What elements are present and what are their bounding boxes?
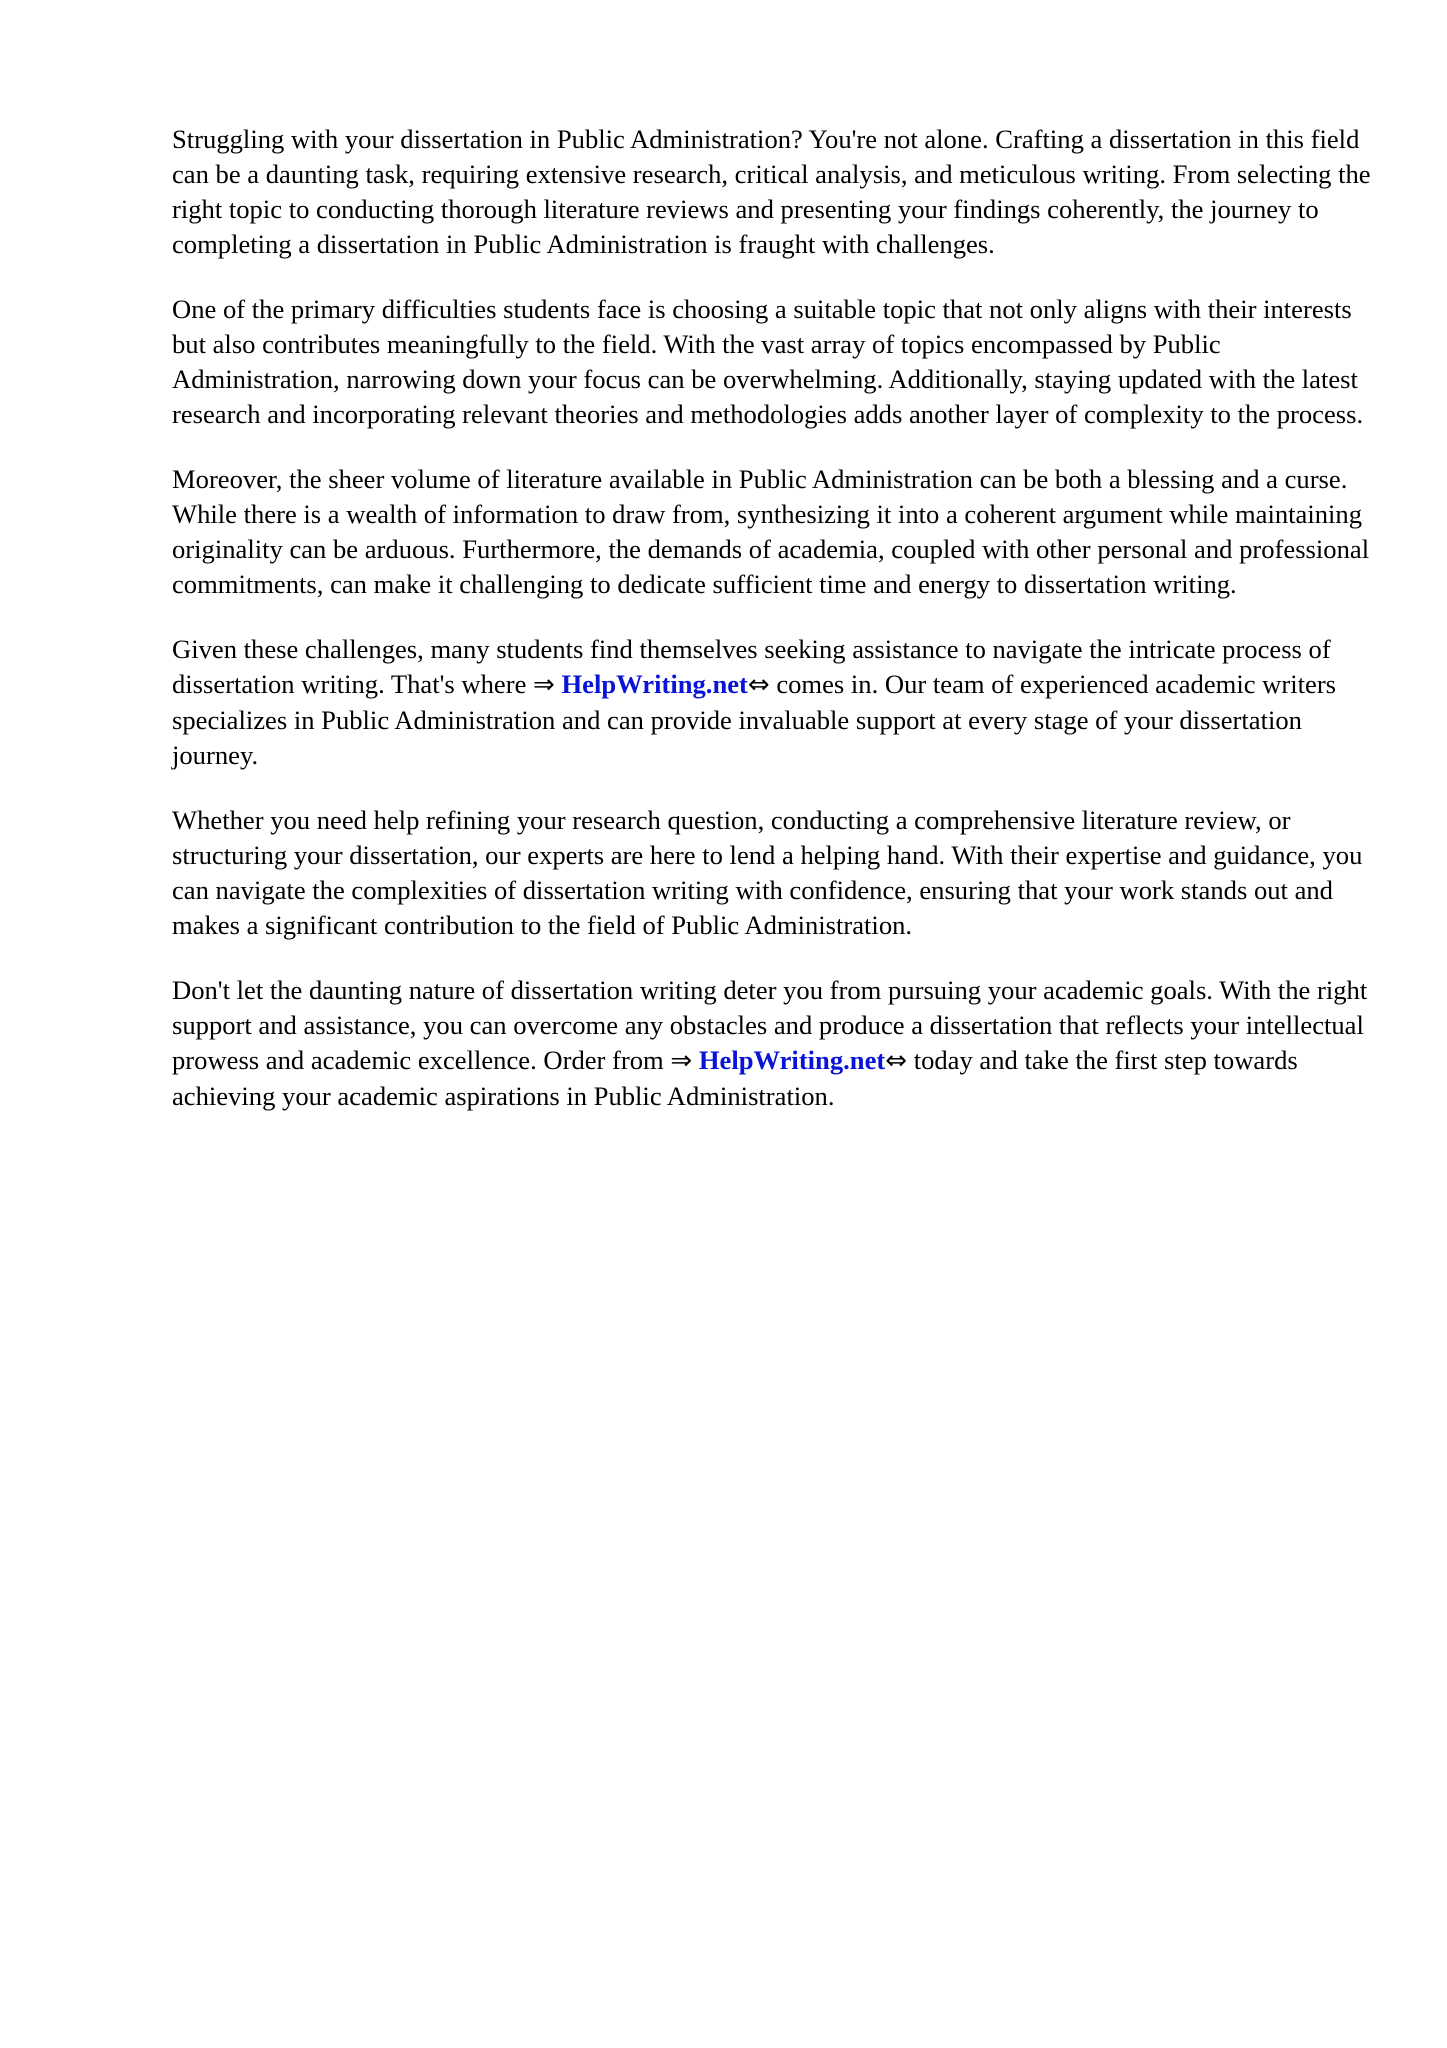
paragraph-6-text-before: Don't let the daunting nature of dissertation writing deter you from pursuing your academic goals. With the right support and assistance, you can overcome any obstacles and produce a dissertation that reflects your intellectual prowess and academic excellence. Order from [172, 975, 1368, 1075]
paragraph-6 [172, 973, 1390, 1114]
paragraph-1: Struggling with your dissertation in Public Administration? You're not alone. Crafting a dissertation in this field can be a daunting task, requiring extensive research, critical analysis, and meticulous writing. From selecting the right topic to conducting thorough literature reviews and presenting your findings coherently, the journey to completing a dissertation in Public Administration is fraught with challenges. [172, 124, 1371, 259]
helpwriting-link[interactable]: HelpWriting.net [561, 669, 748, 699]
helpwriting-link[interactable]: HelpWriting.net [698, 1045, 886, 1075]
paragraph-4-text-after: comes in. Our team of experienced academic writers specializes in Public Administration and can provide invaluable support at every stage of your dissertation journey. [172, 669, 1337, 770]
right-arrow-icon: ⇒ [670, 1046, 693, 1076]
right-arrow-icon: ⇒ [533, 670, 555, 700]
paragraph-4 [172, 632, 1390, 773]
paragraph-5: Whether you need help refining your research question, conducting a comprehensive literature review, or structuring your dissertation, our experts are here to lend a helping hand. With their expertise and guidance, you can navigate the complexities of dissertation writing with confidence, ensuring that your work stands out and makes a significant contribution to the field of Public Administration. [172, 805, 1363, 940]
paragraph-4-text-before: Given these challenges, many students find themselves seeking assistance to navigate the intricate process of dissertation writing. That's where [172, 634, 1331, 699]
paragraph-3: Moreover, the sheer volume of literature available in Public Administration can be both a blessing and a curse. While there is a wealth of information to draw from, synthesizing it into a coherent argument while maintaining originality can be arduous. Furthermore, the demands of academia, coupled with other personal and professional commitments, can make it challenging to dedicate sufficient time and energy to dissertation writing. [172, 464, 1370, 599]
double-arrow-icon: ⇔ [747, 670, 770, 700]
paragraph-6-text-after: today and take the first step towards achieving your academic aspirations in Public Administration. [172, 1045, 1298, 1111]
paragraph-2: One of the primary difficulties students face is choosing a suitable topic that not only aligns with their interests but also contributes meaningfully to the field. With the vast array of topics encompassed by Public Administration, narrowing down your focus can be overwhelming. Additionally, staying updated with the latest research and incorporating relevant theories and methodologies adds another layer of complexity to the process. [172, 294, 1364, 429]
double-arrow-icon: ⇔ [885, 1046, 908, 1076]
document-body [172, 122, 1390, 1144]
